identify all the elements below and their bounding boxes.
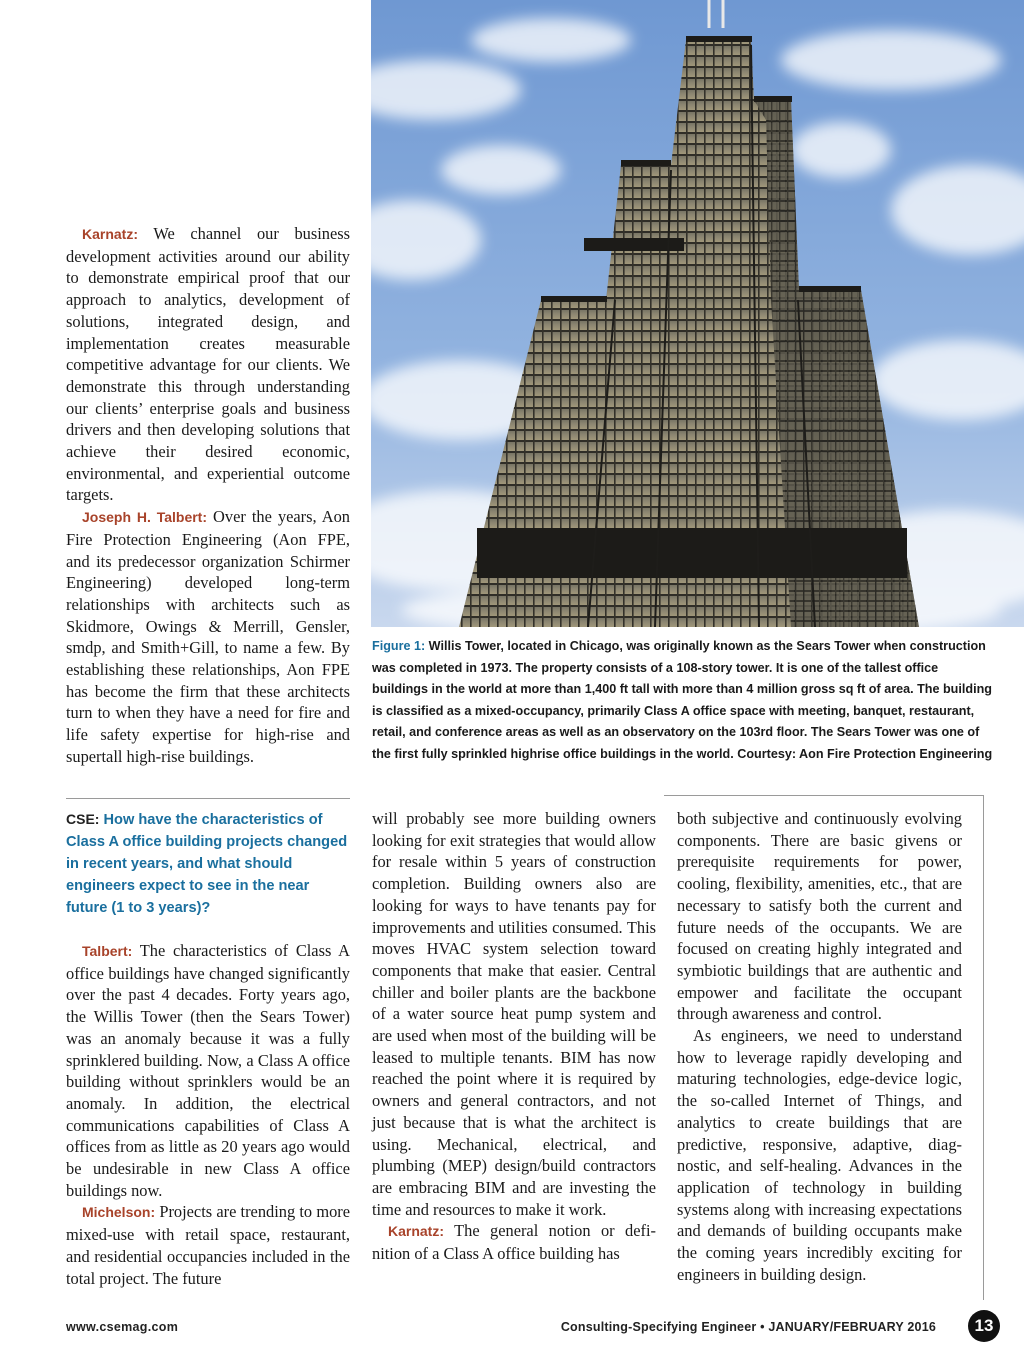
column-divider-rule xyxy=(66,798,350,799)
col3-paragraph-1: both subjective and continuously evolving components. There are basic givens or prerequisite requirements for power, cooling, flexibility, amenities, etc., that are necessary to satisfy both the current and future needs of the occupants. We are focused on creating highly integrated and symbiotic buildings that are authentic and empower and facilitate the occupant through awareness and control. xyxy=(677,809,962,1024)
willis-tower-photo xyxy=(371,0,1024,627)
col1-paragraph-talbert: Talbert: The characteristics of Class A office buildings have changed significantly over the past 4 decades. Forty years ago, the Willis Tower (then the Sears Tower) was an anomaly because it was a fully sprinklered building. Now, a Class A office building without sprinklers would be an anomaly. In addition, the electrical communications capabilities of Class A offices from as little as 20 years ago would be undesirable in new Class A office buildings now. xyxy=(66,941,350,1200)
willis-tower-illustration xyxy=(371,0,1024,627)
caption-vertical-rule xyxy=(983,795,984,1300)
footer-url: www.csemag.com xyxy=(66,1320,179,1334)
column-1 xyxy=(66,808,350,1289)
intro-column xyxy=(66,223,350,768)
figure-caption-text: Willis Tower, located in Chicago, was originally known as the Sears Tower when construction was completed in 1973. The property consists of a 108-story tower. It is one of the tallest office buildings in the world at more than 1,400 ft tall with more than 4 million gross sq ft of area. The building is classified as a mixed-occupancy, primarily Class A office space with meeting, banquet, restaurant, retail, and conference areas as well as an observatory on the 103rd floor. The Sears Tower was one of the first fully sprinkled highrise office buildings in the world. Courtesy: Aon Fire Protection Engineering xyxy=(372,639,993,761)
intro-paragraph-karnatz: Karnatz: We channel our business development activities around our ability to demonstrate empirical proof that our approach to analytics, development of solutions, integrated design, and implementation creates measurable competitive advantage for our clients. We demonstrate this through understanding our clients’ enterprise goals and business drivers and then developing solutions that achieve their desired economic, environmental, and experiential outcome targets. xyxy=(66,224,350,505)
page-number-badge: 13 xyxy=(968,1310,1000,1342)
col3-paragraph-2: As engineers, we need to understand how to leverage rapidly developing and maturing technologies, edge-device logic, the so-called Internet of Things, and analytics to create buildings that are predictive, responsive, adaptive, diagnostic, and self-healing. Advances in the application of technology in building systems along with increasing expectations and demands of building occupants make the coming years incredibly exciting for engineers in building design. xyxy=(677,1026,962,1284)
column-2 xyxy=(372,808,656,1265)
speaker-michelson: Michelson: xyxy=(82,1204,156,1221)
speaker-karnatz: Karnatz: xyxy=(82,226,139,242)
speaker-talbert: Joseph H. Talbert: xyxy=(82,509,207,526)
speaker-talbert-answer: Talbert: xyxy=(82,943,133,959)
speaker-karnatz-answer: Karnatz: xyxy=(388,1223,445,1240)
intro-paragraph-talbert: Joseph H. Talbert: Over the years, Aon Fire Protection Engineering (Aon FPE, and its predecessor organization Schirmer Engineering) developed long-term relationships with architects such as Skidmore, Owings & Merrill, Gensler, smdp, and Smith+Gill, to name a few. By establishing these relationships, Aon FPE has become the firm that these architects turn to when they have a need for fire and life safety expertise for high-rise and supertall high-rise buildings. xyxy=(66,507,350,766)
figure-caption xyxy=(372,636,994,766)
cse-question: CSE: How have the characteristics of Class A office building projects changed in recent years, and what should engineers expect to see in the near future (1 to 3 years)? xyxy=(66,811,348,916)
figure-label: Figure 1: xyxy=(372,639,426,653)
col2-paragraph-1: will probably see more building owners looking for exit strategies that would allow for resale within 5 years of construction completion. Building owners also are looking for ways to have tenants pay for improvements and utilities consumed. This moves HVAC system selection toward components that make that easier. Central chiller and boiler plants are the backbone of a water source heat pump system and are used when most of the building will be leased to multiple tenants. BIM has now reached the point where it is required by owners and general contractors, and not just because that is what the architect is using. Mechanical, electrical, and plumbing (MEP) design/build contractors are embracing BIM and are investing the time and resources to make it work. xyxy=(372,809,656,1219)
question-lead: CSE: xyxy=(66,811,100,827)
col1-paragraph-michelson: Michelson: Projects are trending to more mixed-use with retail space, restaurant, and residential occupancies included in the total project. The future xyxy=(66,1202,350,1288)
column-3 xyxy=(677,808,962,1285)
footer-magazine-issue: Consulting-Specifying Engineer • JANUARY/FEBRUARY 2016 xyxy=(560,1320,936,1334)
caption-divider-rule xyxy=(664,795,984,796)
col2-paragraph-karnatz: Karnatz: The general notion or definition of a Class A office building has xyxy=(372,1221,656,1264)
